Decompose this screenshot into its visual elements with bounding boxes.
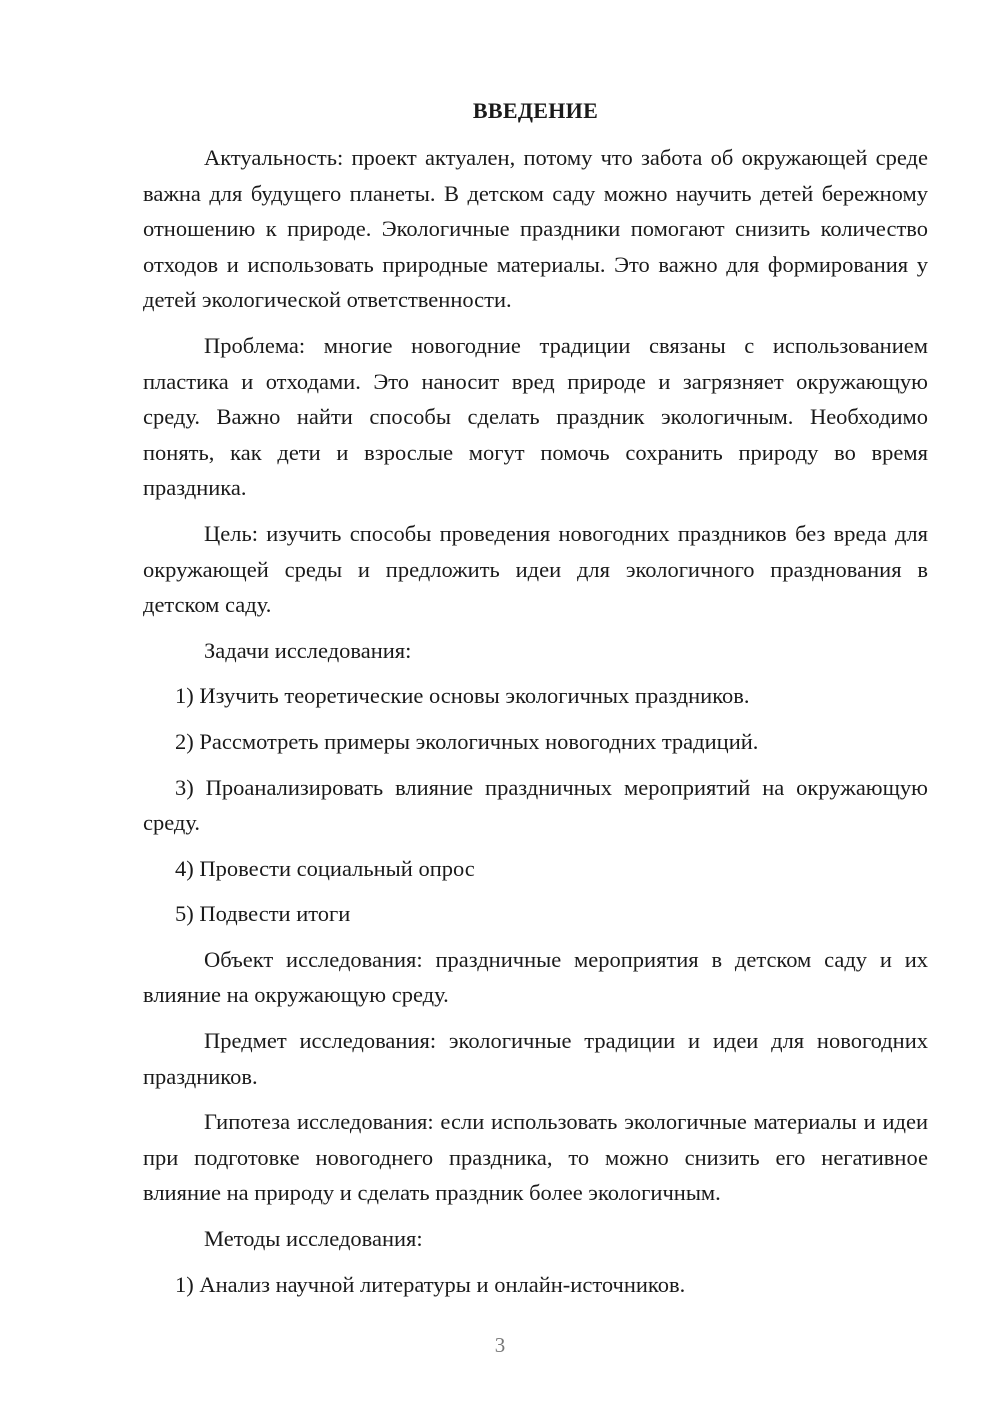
- section-heading: ВВЕДЕНИЕ: [472, 98, 599, 123]
- task-item-5: 5) Подвести итоги: [175, 901, 351, 927]
- paragraph-relevance: Актуальность: проект актуален, потому что забота об окружающей среде важна для будущего планеты. В детском саду можно научить детей бережному отношению к природе. Экологичные праздники помогают снизить количество отходов и использовать природные материалы. Это важно для формирования у детей экологической ответственности.: [143, 145, 928, 313]
- document-page: [143, 96, 928, 1302]
- task-item-1: 1) Изучить теоретические основы экологичных праздников.: [175, 683, 750, 709]
- task-item-2: 2) Рассмотреть примеры экологичных новогодних традиций.: [175, 728, 759, 754]
- paragraph-tasks-title: Задачи исследования:: [204, 637, 412, 663]
- paragraph-object: Объект исследования: праздничные мероприятия в детском саду и их влияние на окружающую среду.: [143, 946, 928, 1008]
- paragraph-methods-title: Методы исследования:: [204, 1226, 423, 1252]
- paragraph-problem: Проблема: многие новогодние традиции связаны с использованием пластика и отходами. Это наносит вред природе и загрязняет окружающую среду. Важно найти способы сделать праздник экологичным. Необходимо понять, как дети и взрослые могут помочь сохранить природу во время праздника.: [143, 332, 928, 501]
- paragraph-goal: Цель: изучить способы проведения новогодних праздников без вреда для окружающей среды и предложить идеи для экологичного празднования в детском саду.: [143, 520, 928, 618]
- task-item-4: 4) Провести социальный опрос: [175, 855, 475, 881]
- paragraph-hypothesis: Гипотеза исследования: если использовать экологичные материалы и идеи при подготовке новогоднего праздника, то можно снизить его негативное влияние на природу и сделать праздник более экологичным.: [143, 1109, 928, 1206]
- task-item-3: 3) Проанализировать влияние праздничных мероприятий на окружающую среду.: [143, 774, 928, 836]
- method-item-1: 1) Анализ научной литературы и онлайн-источников.: [175, 1271, 686, 1297]
- paragraph-subject: Предмет исследования: экологичные традиции и идеи для новогодних праздников.: [143, 1028, 928, 1089]
- page-number: 3: [494, 1333, 506, 1357]
